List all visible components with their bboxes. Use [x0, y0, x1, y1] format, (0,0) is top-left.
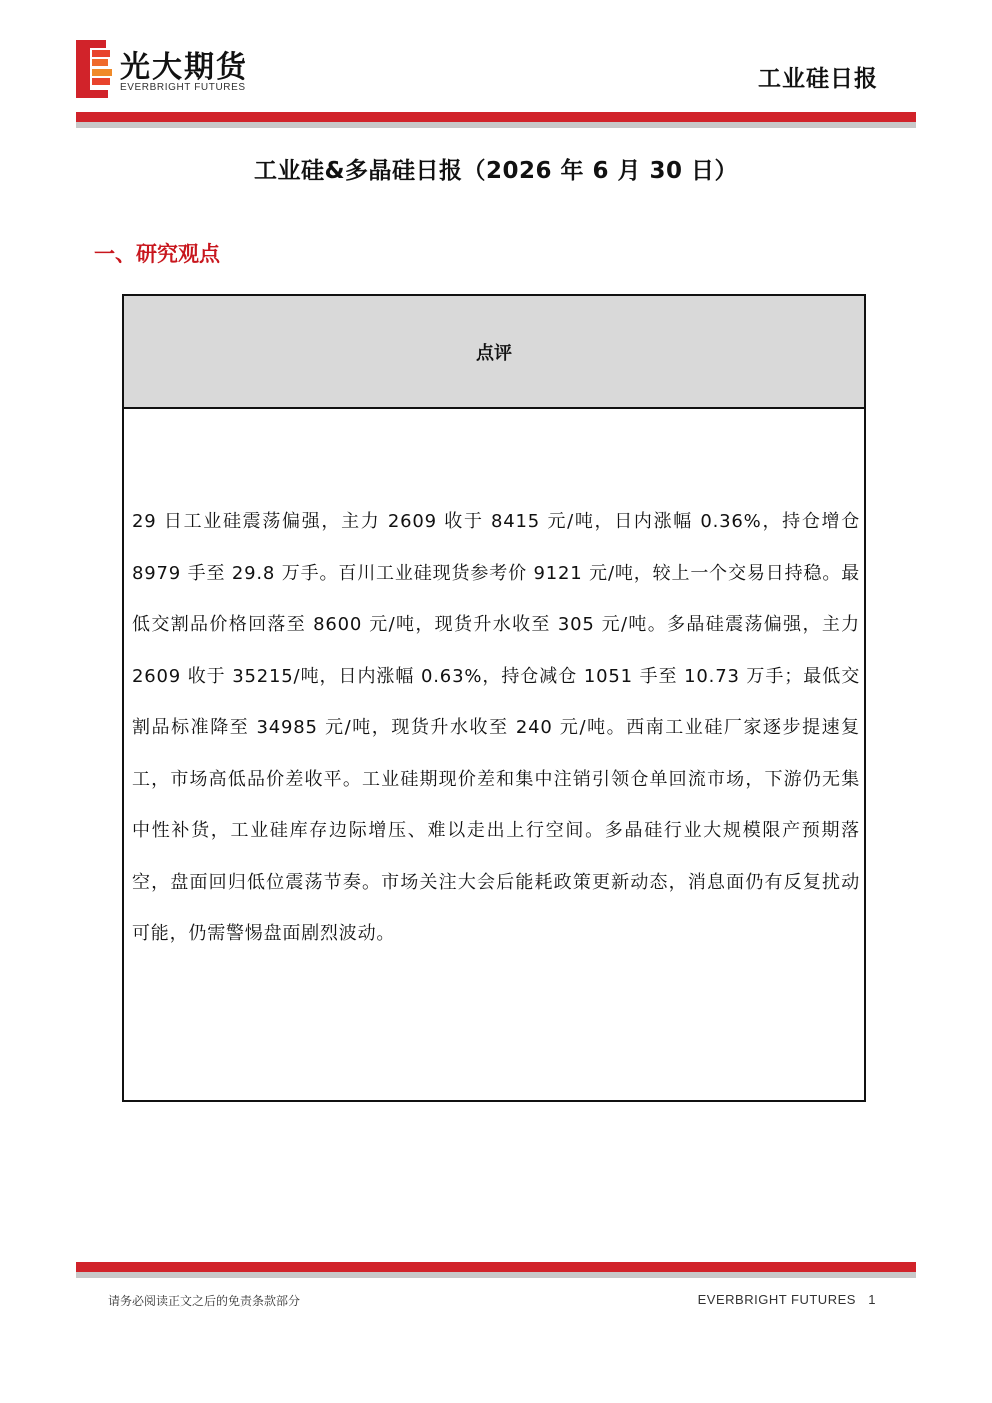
- footer-right: [698, 1292, 876, 1307]
- footer-divider: [76, 1262, 916, 1272]
- footer-divider-shadow: [76, 1272, 916, 1278]
- commentary-table: [122, 294, 866, 1102]
- page-number: 1: [868, 1292, 876, 1307]
- section-heading: 一、研究观点: [94, 242, 220, 266]
- header-divider-shadow: [76, 122, 916, 128]
- logo-english-name: EVERBRIGHT FUTURES: [120, 82, 246, 93]
- document-title: 工业硅&多晶硅日报（2026 年 6 月 30 日）: [253, 158, 739, 184]
- everbright-logo-icon: [76, 40, 112, 98]
- table-header-label: 点评: [476, 342, 512, 364]
- logo-chinese-name: 光大期货: [120, 50, 248, 85]
- footer-disclaimer: 请务必阅读正文之后的免责条款部分: [108, 1294, 301, 1308]
- table-header-cell: [124, 296, 864, 409]
- footer-company: EVERBRIGHT FUTURES: [697, 1292, 856, 1307]
- report-type-label: 工业硅日报: [758, 66, 878, 92]
- header-divider: [76, 112, 916, 122]
- commentary-text: 29 日工业硅震荡偏强，主力 2609 收于 8415 元/吨，日内涨幅 0.36%，持仓增仓 8979 手至 29.8 万手。百川工业硅现货参考价 9121 元/吨，较上一个交易日持稳。最低交割品价格回落至 8600 元/吨，现货升水收至 305 元/吨。多晶硅震荡偏强，主力 2609 收于 35215/吨，日内涨幅 0.63%，持仓减仓 1051 手至 10.73 万手；最低交割品标准降至 34985 元/吨，现货升水收至 240 元/吨。西南工业硅厂家逐步提速复工，市场高低品价差收平。工业硅期现价差和集中注销引领仓单回流市场，下游仍无集中性补货，工业硅库存边际增压、难以走出上行空间。多晶硅行业大规模限产预期落空，盘面回归低位震荡节奏。市场关注大会后能耗政策更新动态，消息面仍有反复扰动可能，仍需警惕盘面剧烈波动。: [132, 511, 860, 944]
- page-header: [76, 38, 916, 108]
